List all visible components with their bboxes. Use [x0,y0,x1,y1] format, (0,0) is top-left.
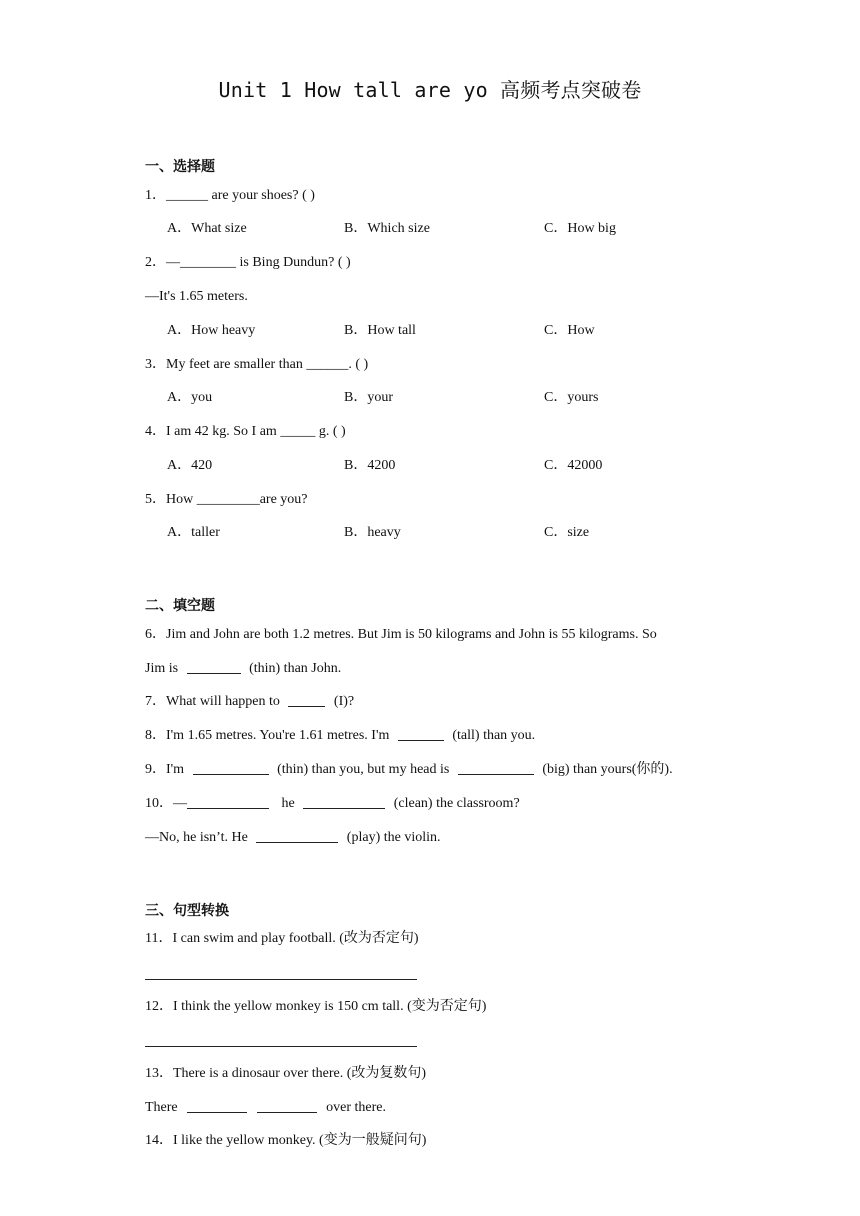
q10-text-a: 10．— [145,796,187,811]
q9-blank-1[interactable] [193,760,269,775]
q5-option-a: A．taller [167,525,220,540]
q13-answer-text-after: over there. [326,1100,387,1115]
section-heading-sentence-transform: 三、句型转换 [145,903,229,919]
question-5: 5．How _________are you? [145,492,308,507]
question-3: 3．My feet are smaller than ______. ( ) [145,357,369,372]
q10-blank-2[interactable] [303,794,385,809]
q8-text-after: (tall) than you. [452,728,536,743]
q10-blank-3[interactable] [256,828,338,843]
q9-text-b: (thin) than you, but my head is [277,762,450,777]
question-2: 2．—________ is Bing Dundun? ( ) [145,255,351,270]
question-6-line1: 6．Jim and John are both 1.2 metres. But Jim is 50 kilograms and John is 55 kilograms. So [145,627,657,642]
question-9 [145,760,673,780]
question-10-reply [145,828,441,848]
q10-reply-a: —No, he isn’t. He [145,830,248,845]
question-13-answer [145,1098,386,1118]
q10-text-c: (clean) the classroom? [393,796,520,811]
q2-option-c: C．How [544,323,595,338]
question-10 [145,794,520,814]
q1-option-a: A．What size [167,221,247,236]
q10-text-b: he [281,796,295,811]
q13-blank-2[interactable] [257,1098,317,1113]
question-11: 11．I can swim and play football. (改为否定句) [145,931,419,946]
q13-answer-text-before: There [145,1100,178,1115]
q1-option-b: B．Which size [344,221,430,236]
question-8 [145,726,535,746]
q5-option-c: C．size [544,525,590,540]
question-13: 13．There is a dinosaur over there. (改为复数句) [145,1066,427,1081]
q11-answer-line[interactable] [145,979,417,980]
section-heading-fill-in: 二、填空题 [145,598,215,614]
q3-option-a: A．you [167,390,213,405]
q1-option-c: C．How big [544,221,616,236]
q12-answer-line[interactable] [145,1046,417,1047]
q7-text-before: 7．What will happen to [145,694,280,709]
question-4: 4．I am 42 kg. So I am _____ g. ( ) [145,424,346,439]
q6-text-after: (thin) than John. [249,661,342,676]
q3-option-c: C．yours [544,390,599,405]
q13-blank-1[interactable] [187,1098,247,1113]
question-12: 12．I think the yellow monkey is 150 cm tall. (变为否定句) [145,999,487,1014]
q5-option-b: B．heavy [344,525,401,540]
q6-blank[interactable] [187,659,241,674]
q10-blank-1[interactable] [187,794,269,809]
q2-option-b: B．How tall [344,323,416,338]
q3-option-b: B．your [344,390,393,405]
question-7 [145,692,354,712]
q4-option-c: C．42000 [544,458,603,473]
q2-option-a: A．How heavy [167,323,256,338]
question-2-reply: —It's 1.65 meters. [145,289,248,304]
question-1: 1．______ are your shoes? ( ) [145,188,315,203]
q9-text-c: (big) than yours(你的). [542,762,673,777]
q6-text-before: Jim is [145,661,179,676]
q9-text-a: 9．I'm [145,762,185,777]
q9-blank-2[interactable] [458,760,534,775]
q8-blank[interactable] [398,726,444,741]
q7-blank[interactable] [288,692,325,707]
q4-option-b: B．4200 [344,458,396,473]
question-14: 14．I like the yellow monkey. (变为一般疑问句) [145,1133,427,1148]
q8-text-before: 8．I'm 1.65 metres. You're 1.61 metres. I'm [145,728,390,743]
q10-reply-b: (play) the violin. [346,830,441,845]
page-title: Unit 1 How tall are yo 高频考点突破卷 [218,78,642,102]
q4-option-a: A．420 [167,458,213,473]
q7-text-after: (I)? [333,694,355,709]
section-heading-multiple-choice: 一、选择题 [145,159,215,175]
question-6-line2 [145,659,341,679]
